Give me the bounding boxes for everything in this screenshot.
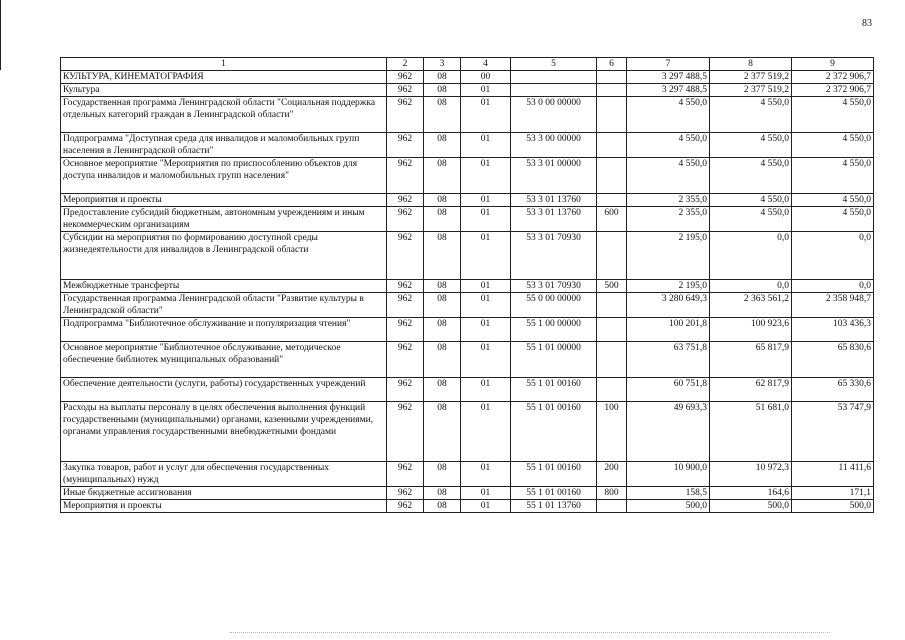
- cell-expense-type: 100: [597, 402, 627, 462]
- column-header-row: [61, 58, 874, 71]
- table-row: [61, 194, 874, 207]
- cell-name: КУЛЬТУРА, КИНЕМАТОГРАФИЯ: [61, 71, 387, 84]
- cell-admin-code: 962: [387, 342, 424, 378]
- scan-artifact-line: [230, 632, 830, 634]
- cell-amount-col7: 500,0: [627, 500, 710, 513]
- cell-amount-col8: 4 550,0: [710, 158, 792, 194]
- cell-target-article: 53 3 01 00000: [511, 158, 597, 194]
- cell-target-article: 53 3 00 00000: [511, 133, 597, 158]
- cell-section: 08: [424, 318, 461, 342]
- cell-target-article: [511, 84, 597, 97]
- table-row: [61, 207, 874, 232]
- column-header: 5: [511, 58, 597, 71]
- cell-section: 08: [424, 402, 461, 462]
- cell-subsection: 01: [461, 378, 511, 402]
- cell-amount-col8: 164,6: [710, 487, 792, 500]
- cell-target-article: [511, 71, 597, 84]
- cell-amount-col7: 49 693,3: [627, 402, 710, 462]
- cell-target-article: 53 3 01 70930: [511, 232, 597, 280]
- table-row: [61, 293, 874, 318]
- cell-expense-type: [597, 342, 627, 378]
- cell-name: Закупка товаров, работ и услуг для обеспечения государственных (муниципальных) нужд: [61, 462, 387, 487]
- cell-amount-col8: 100 923,6: [710, 318, 792, 342]
- cell-amount-col9: 500,0: [792, 500, 874, 513]
- cell-amount-col9: 53 747,9: [792, 402, 874, 462]
- binding-edge-line: [0, 0, 1, 70]
- cell-amount-col8: 4 550,0: [710, 207, 792, 232]
- cell-expense-type: [597, 133, 627, 158]
- cell-target-article: 55 1 01 00160: [511, 487, 597, 500]
- cell-expense-type: [597, 97, 627, 133]
- cell-target-article: 55 1 00 00000: [511, 318, 597, 342]
- table-row: [61, 158, 874, 194]
- column-header: 6: [597, 58, 627, 71]
- cell-section: 08: [424, 293, 461, 318]
- cell-amount-col9: 4 550,0: [792, 133, 874, 158]
- cell-name: Государственная программа Ленинградской области "Развитие культуры в Ленинградской области": [61, 293, 387, 318]
- cell-subsection: 01: [461, 280, 511, 293]
- cell-admin-code: 962: [387, 194, 424, 207]
- cell-expense-type: 500: [597, 280, 627, 293]
- cell-subsection: 01: [461, 194, 511, 207]
- cell-admin-code: 962: [387, 402, 424, 462]
- table-row: [61, 97, 874, 133]
- cell-amount-col9: 11 411,6: [792, 462, 874, 487]
- cell-amount-col8: 62 817,9: [710, 378, 792, 402]
- cell-section: 08: [424, 500, 461, 513]
- column-header: 3: [424, 58, 461, 71]
- cell-admin-code: 962: [387, 487, 424, 500]
- cell-target-article: 55 1 01 13760: [511, 500, 597, 513]
- cell-target-article: 53 0 00 00000: [511, 97, 597, 133]
- table-body: [61, 58, 874, 513]
- cell-amount-col9: 171,1: [792, 487, 874, 500]
- cell-admin-code: 962: [387, 462, 424, 487]
- table-row: [61, 500, 874, 513]
- cell-section: 08: [424, 133, 461, 158]
- cell-name: Предоставление субсидий бюджетным, автономным учреждениям и иным некоммерческим организациям: [61, 207, 387, 232]
- cell-amount-col7: 10 900,0: [627, 462, 710, 487]
- table-row: [61, 487, 874, 500]
- cell-subsection: 01: [461, 84, 511, 97]
- table-row: [61, 71, 874, 84]
- column-header: 1: [61, 58, 387, 71]
- cell-expense-type: [597, 293, 627, 318]
- cell-amount-col9: 103 436,3: [792, 318, 874, 342]
- cell-expense-type: [597, 194, 627, 207]
- cell-subsection: 01: [461, 232, 511, 280]
- cell-amount-col7: 2 195,0: [627, 232, 710, 280]
- cell-target-article: 55 1 01 00160: [511, 378, 597, 402]
- cell-name: Основное мероприятие "Библиотечное обслуживание, методическое обеспечение библиотек муниципальных образований": [61, 342, 387, 378]
- cell-target-article: 53 3 01 13760: [511, 207, 597, 232]
- column-header: 7: [627, 58, 710, 71]
- cell-subsection: 01: [461, 487, 511, 500]
- cell-amount-col9: 4 550,0: [792, 207, 874, 232]
- cell-amount-col8: 500,0: [710, 500, 792, 513]
- cell-amount-col7: 4 550,0: [627, 97, 710, 133]
- cell-amount-col8: 4 550,0: [710, 133, 792, 158]
- cell-subsection: 01: [461, 318, 511, 342]
- cell-target-article: 55 1 01 00000: [511, 342, 597, 378]
- cell-target-article: 55 1 01 00160: [511, 462, 597, 487]
- page-number: 83: [862, 18, 872, 29]
- cell-admin-code: 962: [387, 84, 424, 97]
- cell-amount-col7: 3 297 488,5: [627, 71, 710, 84]
- cell-amount-col8: 2 363 561,2: [710, 293, 792, 318]
- table-row: [61, 318, 874, 342]
- cell-expense-type: [597, 500, 627, 513]
- cell-amount-col8: 51 681,0: [710, 402, 792, 462]
- cell-section: 08: [424, 487, 461, 500]
- cell-expense-type: [597, 378, 627, 402]
- cell-amount-col7: 100 201,8: [627, 318, 710, 342]
- cell-amount-col8: 2 377 519,2: [710, 71, 792, 84]
- cell-expense-type: [597, 232, 627, 280]
- cell-admin-code: 962: [387, 280, 424, 293]
- cell-section: 08: [424, 207, 461, 232]
- cell-name: Иные бюджетные ассигнования: [61, 487, 387, 500]
- table-row: [61, 378, 874, 402]
- cell-name: Государственная программа Ленинградской области "Социальная поддержка отдельных категорий граждан в Ленинградской области": [61, 97, 387, 133]
- cell-amount-col9: 65 330,6: [792, 378, 874, 402]
- cell-subsection: 01: [461, 462, 511, 487]
- cell-expense-type: 600: [597, 207, 627, 232]
- cell-section: 08: [424, 158, 461, 194]
- cell-section: 08: [424, 232, 461, 280]
- cell-amount-col7: 4 550,0: [627, 133, 710, 158]
- cell-amount-col7: 2 355,0: [627, 207, 710, 232]
- cell-amount-col9: 65 830,6: [792, 342, 874, 378]
- table-row: [61, 133, 874, 158]
- cell-section: 08: [424, 71, 461, 84]
- cell-amount-col8: 0,0: [710, 280, 792, 293]
- column-header: 4: [461, 58, 511, 71]
- cell-amount-col8: 2 377 519,2: [710, 84, 792, 97]
- cell-name: Мероприятия и проекты: [61, 500, 387, 513]
- table-row: [61, 342, 874, 378]
- cell-amount-col7: 3 280 649,3: [627, 293, 710, 318]
- cell-amount-col8: 65 817,9: [710, 342, 792, 378]
- cell-amount-col9: 4 550,0: [792, 97, 874, 133]
- cell-name: Основное мероприятие "Мероприятия по приспособлению объектов для доступа инвалидов и маломобильных групп населения": [61, 158, 387, 194]
- cell-subsection: 01: [461, 207, 511, 232]
- budget-table: [60, 57, 874, 513]
- table-row: [61, 462, 874, 487]
- cell-subsection: 01: [461, 158, 511, 194]
- cell-amount-col7: 2 195,0: [627, 280, 710, 293]
- cell-target-article: 55 1 01 00160: [511, 402, 597, 462]
- cell-amount-col7: 63 751,8: [627, 342, 710, 378]
- cell-subsection: 01: [461, 402, 511, 462]
- cell-subsection: 01: [461, 97, 511, 133]
- cell-amount-col9: 0,0: [792, 280, 874, 293]
- cell-target-article: 53 3 01 70930: [511, 280, 597, 293]
- cell-amount-col7: 2 355,0: [627, 194, 710, 207]
- cell-amount-col9: 2 372 906,7: [792, 71, 874, 84]
- cell-admin-code: 962: [387, 71, 424, 84]
- cell-subsection: 01: [461, 133, 511, 158]
- cell-amount-col7: 60 751,8: [627, 378, 710, 402]
- cell-admin-code: 962: [387, 207, 424, 232]
- cell-expense-type: 800: [597, 487, 627, 500]
- cell-expense-type: [597, 318, 627, 342]
- cell-amount-col8: 0,0: [710, 232, 792, 280]
- cell-amount-col8: 4 550,0: [710, 194, 792, 207]
- cell-amount-col7: 158,5: [627, 487, 710, 500]
- cell-section: 08: [424, 97, 461, 133]
- cell-expense-type: [597, 84, 627, 97]
- cell-admin-code: 962: [387, 133, 424, 158]
- column-header: 8: [710, 58, 792, 71]
- table-row: [61, 280, 874, 293]
- cell-section: 08: [424, 84, 461, 97]
- cell-section: 08: [424, 378, 461, 402]
- cell-amount-col9: 4 550,0: [792, 194, 874, 207]
- cell-amount-col8: 10 972,3: [710, 462, 792, 487]
- cell-amount-col7: 3 297 488,5: [627, 84, 710, 97]
- cell-name: Культура: [61, 84, 387, 97]
- cell-section: 08: [424, 342, 461, 378]
- cell-section: 08: [424, 462, 461, 487]
- cell-expense-type: [597, 71, 627, 84]
- column-header: 9: [792, 58, 874, 71]
- column-header: 2: [387, 58, 424, 71]
- cell-amount-col8: 4 550,0: [710, 97, 792, 133]
- cell-name: Обеспечение деятельности (услуги, работы) государственных учреждений: [61, 378, 387, 402]
- cell-target-article: 53 3 01 13760: [511, 194, 597, 207]
- cell-expense-type: [597, 158, 627, 194]
- cell-amount-col9: 2 372 906,7: [792, 84, 874, 97]
- cell-name: Субсидии на мероприятия по формированию доступной среды жизнедеятельности для инвалидов в Ленинградской области: [61, 232, 387, 280]
- cell-amount-col9: 0,0: [792, 232, 874, 280]
- cell-name: Мероприятия и проекты: [61, 194, 387, 207]
- cell-amount-col7: 4 550,0: [627, 158, 710, 194]
- cell-expense-type: 200: [597, 462, 627, 487]
- cell-name: Расходы на выплаты персоналу в целях обеспечения выполнения функций государственными (муниципальными) органами, казенными учреждениями, органами управления государственными внебюджетными фондами: [61, 402, 387, 462]
- cell-admin-code: 962: [387, 232, 424, 280]
- cell-section: 08: [424, 280, 461, 293]
- cell-name: Подпрограмма "Библиотечное обслуживание и популяризация чтения": [61, 318, 387, 342]
- cell-subsection: 01: [461, 342, 511, 378]
- cell-target-article: 55 0 00 00000: [511, 293, 597, 318]
- table-row: [61, 232, 874, 280]
- cell-name: Подпрограмма "Доступная среда для инвалидов и маломобильных групп населения в Ленинградской области": [61, 133, 387, 158]
- cell-admin-code: 962: [387, 97, 424, 133]
- cell-admin-code: 962: [387, 293, 424, 318]
- table-row: [61, 402, 874, 462]
- cell-name: Межбюджетные трансферты: [61, 280, 387, 293]
- cell-amount-col9: 4 550,0: [792, 158, 874, 194]
- cell-section: 08: [424, 194, 461, 207]
- cell-admin-code: 962: [387, 378, 424, 402]
- table-row: [61, 84, 874, 97]
- cell-admin-code: 962: [387, 318, 424, 342]
- cell-amount-col9: 2 358 948,7: [792, 293, 874, 318]
- cell-subsection: 01: [461, 500, 511, 513]
- cell-subsection: 01: [461, 293, 511, 318]
- cell-admin-code: 962: [387, 500, 424, 513]
- cell-subsection: 00: [461, 71, 511, 84]
- cell-admin-code: 962: [387, 158, 424, 194]
